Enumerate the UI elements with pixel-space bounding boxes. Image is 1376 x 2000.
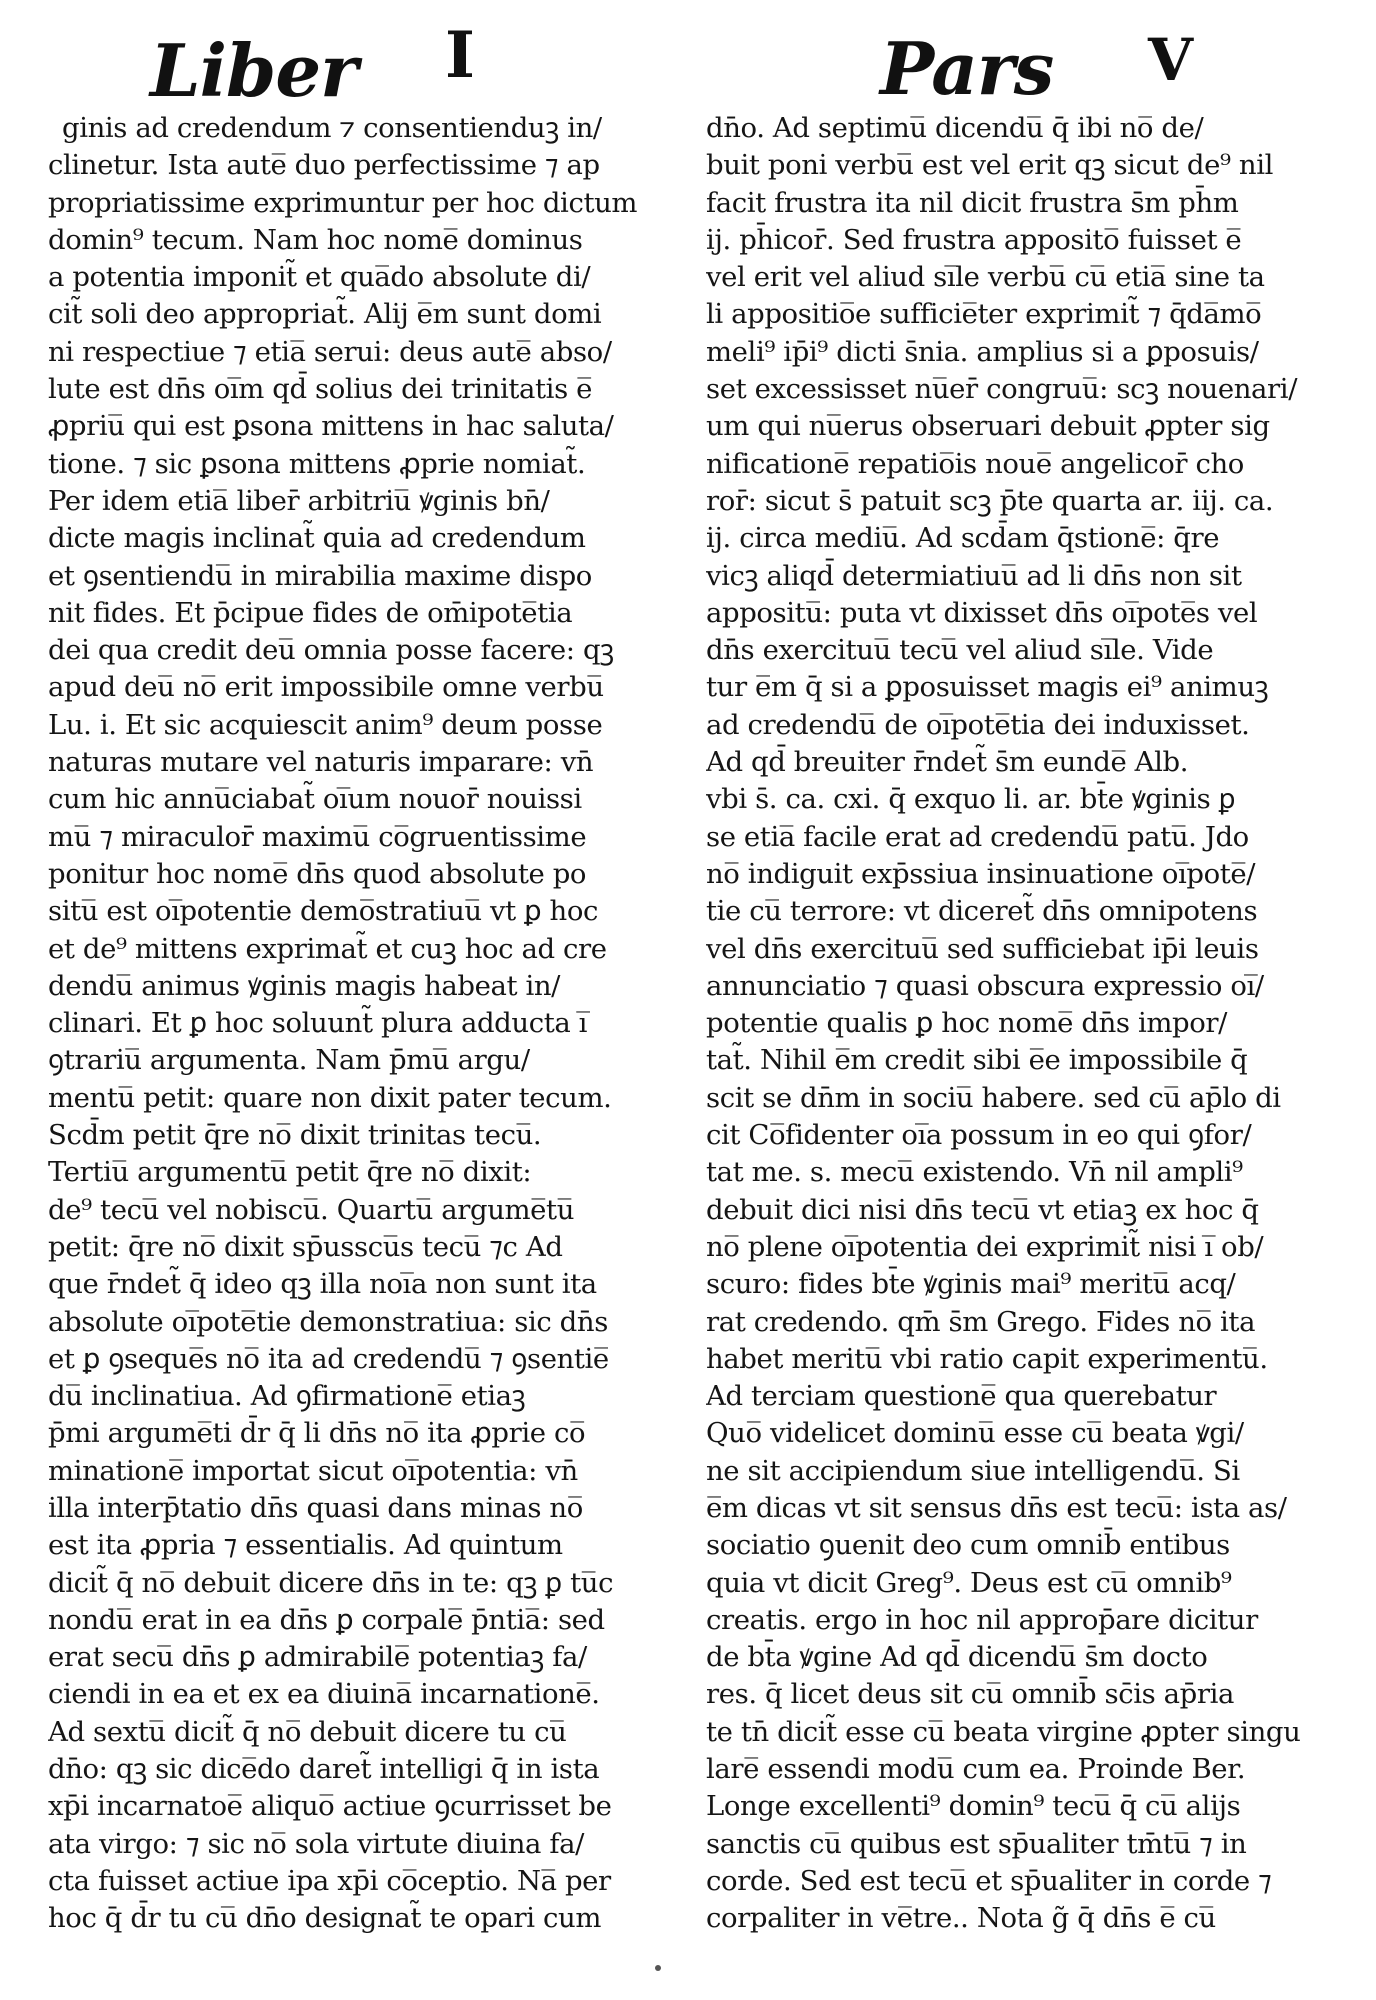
text-line: vbi s̄. ca. cxi. q̄ exquo li. ar. bt̄e ꝟginis ꝑ [706, 783, 1236, 816]
text-line: dn̄o: qꝫ sic dice̅do daret̃ intelligi q̄ in ista [48, 1753, 600, 1786]
text-line: de⁹ tecu̅ vel nobiscu̅. Quartu̅ argume̅tu̅ [48, 1193, 575, 1226]
text-line: vel erit vel aliud si̅le verbu̅ cu̅ etia̅ sine ta [706, 261, 1265, 294]
text-line: facit frustra ita nil dicit frustra s̄m ph̄m [706, 186, 1239, 219]
text-line: de bt̄a ꝟgine Ad qd̄ dicendu̅ s̄m docto [706, 1641, 1208, 1674]
text-line: dicte magis inclinat̃ quia ad credendum [48, 522, 586, 555]
text-line: ata virgo: ⁊ sic no̅ sola virtute diuina fa/ [48, 1827, 584, 1860]
text-line: ꝓpriu̅ qui est ꝑsona mittens in hac saluta/ [48, 410, 614, 443]
text-line: no̅ plene oi̅potentia dei exprimit̃ nisi i̅ ob/ [706, 1230, 1264, 1263]
text-line: Scd̄m petit q̄re no̅ dixit trinitas tecu̅. [48, 1119, 542, 1152]
text-line: dendu̅ animus ꝟginis magis habeat in/ [48, 969, 561, 1002]
text-line: sanctis cu̅ quibus est sp̄ualiter tm̄tu̅ ⁊ in [706, 1827, 1247, 1860]
text-line: corpaliter in ve̅tre.. Nota g̃ q̄ dn̄s e̅ cu̅ [706, 1902, 1216, 1935]
text-line: naturas mutare vel naturis imparare: vn̄ [48, 746, 594, 779]
text-line: ni respectiue ⁊ etia̅ serui: deus aute̅ abso/ [48, 335, 612, 368]
text-line: creatis. ergo in hoc nil approp̄are dicitur [706, 1603, 1258, 1636]
text-line: Quo̅ videlicet dominu̅ esse cu̅ beata ꝟgi/ [706, 1417, 1244, 1450]
ink-speck [655, 1965, 661, 1971]
text-line: annunciatio ⁊ quasi obscura expressio oi̅/ [706, 969, 1264, 1002]
text-line: Per idem etia̅ liber̄ arbitriu̅ ꝟginis bn̄/ [48, 484, 550, 517]
text-line: lare̅ essendi modu̅ cum ea. Proinde Ber. [706, 1753, 1246, 1786]
text-line: dicit̃ q̄ no̅ debuit dicere dn̄s in te: qꝫ ꝑ tu̅c [48, 1566, 614, 1599]
text-line: um qui nu̅erus obseruari debuit ꝓpter sig [706, 410, 1270, 443]
text-line: tur e̅m q̄ si a ꝑposuisset magis ei⁹ animuꝫ [706, 671, 1269, 704]
text-line: propriatissime exprimuntur per hoc dictum [48, 186, 638, 219]
text-line: vicꝫ aliqd̄ determiatiuu̅ ad li dn̄s non sit [706, 559, 1242, 592]
text-line: potentie qualis ꝑ hoc nome̅ dn̄s impor/ [706, 1007, 1227, 1040]
text-line: clinari. Et ꝑ hoc soluunt̃ plura adducta i̅ [48, 1007, 588, 1040]
text-line: minatione̅ importat sicut oi̅potentia: vn̄ [48, 1454, 578, 1487]
text-line: tat me. s. mecu̅ existendo. Vn̄ nil ampli⁹ [706, 1156, 1243, 1189]
text-line: se etia̅ facile erat ad credendu̅ patu̅. Jdo [706, 820, 1249, 853]
text-line: Tertiu̅ argumentu̅ petit q̄re no̅ dixit: [48, 1156, 532, 1189]
text-line: scit se dn̄m in sociu̅ habere. sed cu̅ ap̄lo di [706, 1081, 1281, 1114]
text-line: cum hic annu̅ciabat̃ oi̅um nouor̄ nouissi [48, 783, 582, 816]
text-line: cit Co̅fidenter oi̅a possum in eo qui ꝯfor/ [706, 1119, 1252, 1152]
text-line: domin⁹ tecum. Nam hoc nome̅ dominus [48, 223, 583, 256]
text-line: no̅ indiguit exp̄ssiua insinuatione oi̅pote̅/ [706, 857, 1256, 890]
text-line: vel dn̄s exercituu̅ sed sufficiebat ip̄i leuis [706, 932, 1259, 965]
text-line: Ad terciam questione̅ qua querebatur [706, 1380, 1217, 1413]
text-line: et de⁹ mittens exprimat̃ et cuꝫ hoc ad cre [48, 932, 607, 965]
text-line: dei qua credit deu̅ omnia posse facere: qꝫ [48, 634, 614, 667]
text-line: que r̄ndet̃ q̄ ideo qꝫ illa noi̅a non sunt ita [48, 1268, 597, 1301]
text-line: hoc q̄ d̄r tu cu̅ dn̄o designat̃ te opari cum [48, 1902, 602, 1935]
text-line: Longe excellenti⁹ domin⁹ tecu̅ q̄ cu̅ alijs [706, 1790, 1241, 1823]
text-line: debuit dici nisi dn̄s tecu̅ vt etiaꝫ ex hoc q̄ [706, 1193, 1259, 1226]
text-line: et ꝑ ꝯseque̅s no̅ ita ad credendu̅ ⁊ ꝯsentie̅ [48, 1342, 609, 1375]
text-line: ij. ph̄icor̄. Sed frustra apposito̅ fuisset e̅ [706, 223, 1242, 256]
text-line: te tn̄ dicit̃ esse cu̅ beata virgine ꝓpter singu [706, 1715, 1301, 1748]
text-line: nit fides. Et p̄cipue fides de om̄ipote̅tia [48, 596, 573, 629]
text-line: corde. Sed est tecu̅ et sp̄ualiter in corde ⁊ [706, 1864, 1272, 1897]
text-line: ponitur hoc nome̅ dn̄s quod absolute po [48, 857, 587, 890]
text-line: dn̄s exercituu̅ tecu̅ vel aliud si̅le. Vide [706, 634, 1214, 667]
text-line: et ꝯsentiendu̅ in mirabilia maxime dispo [48, 559, 592, 592]
text-line: clinetur. Ista aute̅ duo perfectissime ⁊ ap [48, 149, 600, 182]
text-line: tat̃. Nihil e̅m credit sibi e̅e impossibile q̄ [706, 1044, 1248, 1077]
text-line: petit: q̄re no̅ dixit sp̄usscu̅s tecu̅ ⁊c Ad [48, 1230, 563, 1263]
text-line: dn̄o. Ad septimu̅ dicendu̅ q̄ ibi no̅ de/ [706, 112, 1204, 144]
text-line: nondu̅ erat in ea dn̄s ꝑ corpale̅ p̄ntia̅: sed [48, 1603, 605, 1636]
running-title-liber: Liber [150, 28, 358, 113]
text-line: xp̄i incarnatoe̅ aliquo̅ actiue ꝯcurrisset be [48, 1790, 612, 1823]
text-line: li appositio̅e sufficie̅ter exprimit̃ ⁊ q̄da̅mo̅ [706, 298, 1262, 331]
text-line: cit̃ soli deo appropriat̃. Alij e̅m sunt domi [48, 298, 602, 331]
text-line: ne sit accipiendum siue intelligendu̅. Si [706, 1454, 1240, 1487]
text-line: tie cu̅ terrore: vt diceret̃ dn̄s omnipotens [706, 895, 1258, 928]
text-line: sociatio ꝯuenit deo cum omnib̄ entibus [706, 1529, 1230, 1562]
text-line: est ita ꝓpria ⁊ essentialis. Ad quintum [48, 1529, 563, 1562]
text-line: scuro: fides bt̄e ꝟginis mai⁹ meritu̅ acq/ [706, 1268, 1236, 1301]
text-line: res. q̄ licet deus sit cu̅ omnib̄ sc̄is ap̄ria [706, 1678, 1235, 1711]
text-line: du̅ inclinatiua. Ad ꝯfirmatione̅ etiaꝫ [48, 1380, 526, 1413]
text-line: erat secu̅ dn̄s ꝑ admirabile̅ potentiaꝫ fa/ [48, 1641, 587, 1674]
book-numeral: I [445, 18, 475, 93]
text-line: ror̄: sicut s̄ patuit scꝫ p̄te quarta ar. iij. ca. [706, 484, 1274, 517]
text-line: ij. circa mediu̅. Ad scd̄am q̄stione̅: q̄re [706, 522, 1220, 555]
text-line: set excessisset nu̅er̄ congruu̅: scꝫ nouenari/ [706, 373, 1298, 406]
text-line: rat credendo. qm̄ s̄m Grego. Fides no̅ ita [706, 1305, 1256, 1338]
text-line: nificatione̅ repatio̅is noue̅ angelicor̄ cho [706, 447, 1244, 480]
text-line: e̅m dicas vt sit sensus dn̄s est tecu̅: ista as/ [706, 1491, 1287, 1524]
text-line: apud deu̅ no̅ erit impossibile omne verbu̅ [48, 671, 604, 704]
text-line: a potentia imponit̃ et qua̅do absolute di/ [48, 261, 591, 294]
text-line: meli⁹ ip̄i⁹ dicti s̄nia. amplius si a ꝑposuis/ [706, 335, 1259, 368]
text-line: cta fuisset actiue ipa xp̄i co̅ceptio. Na̅ per [48, 1864, 611, 1897]
text-line: p̄mi argume̅ti d̄r q̄ li dn̄s no̅ ita ꝓprie co̅ [48, 1417, 586, 1450]
text-line: situ̅ est oi̅potentie demo̅stratiuu̅ vt ꝑ hoc [48, 895, 599, 928]
text-line: Ad sextu̅ dicit̃ q̄ no̅ debuit dicere tu cu̅ [48, 1715, 567, 1748]
text-line: mu̅ ⁊ miraculor̄ maximu̅ co̅gruentissime [48, 820, 587, 853]
text-line: lute est dn̄s oi̅m qd̄ solius dei trinitatis e̅ [48, 373, 592, 406]
text-line: Lu. i. Et sic acquiescit anim⁹ deum posse [48, 708, 603, 741]
text-line: Ad qd̄ breuiter r̄ndet̃ s̄m eunde̅ Alb. [706, 746, 1189, 779]
text-line: tione. ⁊ sic ꝑsona mittens ꝓprie nomiat̃. [48, 447, 586, 480]
running-title-pars: Pars [880, 26, 1054, 111]
text-line: buit poni verbu̅ est vel erit qꝫ sicut de⁹ nil [706, 149, 1274, 182]
text-line: mentu̅ petit: quare non dixit pater tecum. [48, 1081, 612, 1114]
left-text-column [48, 110, 658, 1938]
pars-numeral: V [1148, 26, 1194, 94]
text-line: appositu̅: puta vt dixisset dn̄s oi̅pote̅s vel [706, 596, 1258, 629]
text-line: habet meritu̅ vbi ratio capit experimentu̅. [706, 1342, 1268, 1375]
text-line: ꝯtrariu̅ argumenta. Nam p̄mu̅ argu/ [48, 1044, 530, 1077]
right-text-column [706, 110, 1316, 1938]
text-line: absolute oi̅pote̅tie demonstratiua: sic dn̄s [48, 1305, 608, 1338]
text-line: illa interp̄tatio dn̄s quasi dans minas no̅ [48, 1491, 583, 1524]
text-line: ciendi in ea et ex ea diuina̅ incarnatione̅. [48, 1678, 600, 1711]
text-line: ginis ad credendum ⁊ consentienduꝫ in/ [62, 112, 602, 144]
text-line: ad credendu̅ de oi̅pote̅tia dei induxisset. [706, 708, 1250, 741]
text-line: quia vt dicit Greg⁹. Deus est cu̅ omnib⁹ [706, 1566, 1232, 1599]
